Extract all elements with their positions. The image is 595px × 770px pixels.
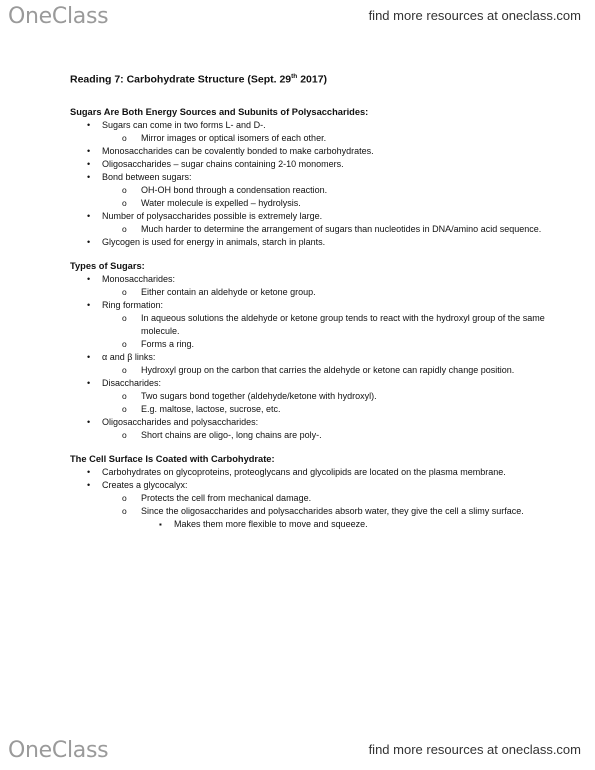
bullet-item-level-1: • Creates a glycocalyx: <box>70 479 550 492</box>
bullet-item-level-1: • Carbohydrates on glycoproteins, proteoglycans and glycolipids are located on the plasma membrane. <box>70 466 550 479</box>
section-heading: Sugars Are Both Energy Sources and Subunits of Polysaccharides: <box>70 106 369 117</box>
bullet-list <box>70 273 550 442</box>
notes-section <box>70 453 550 531</box>
bullet-item-level-1: • Ring formation: <box>70 299 550 312</box>
bullet-item-level-2: o OH-OH bond through a condensation reaction. <box>70 184 550 197</box>
bullet-item-level-2: o In aqueous solutions the aldehyde or ketone group tends to react with the hydroxyl group of the same molecule. <box>70 312 550 338</box>
title-tail: 2017) <box>297 73 328 86</box>
bullet-item-level-2: o Forms a ring. <box>70 338 550 351</box>
bullet-item-level-2: o Water molecule is expelled – hydrolysis. <box>70 197 550 210</box>
bullet-item-level-1: • Sugars can come in two forms L- and D-. <box>70 119 550 132</box>
bullet-item-level-1: • Disaccharides: <box>70 377 550 390</box>
notes-sections <box>70 106 550 531</box>
bullet-item-level-1: • Monosaccharides: <box>70 273 550 286</box>
resources-link[interactable]: find more resources at oneclass.com <box>368 8 581 23</box>
bullet-item-level-2: o Protects the cell from mechanical damage. <box>70 492 550 505</box>
bullet-item-level-1: • Oligosaccharides – sugar chains containing 2-10 monomers. <box>70 158 550 171</box>
notes-section <box>70 106 550 249</box>
bullet-item-level-3: ▪ Makes them more flexible to move and squeeze. <box>70 518 550 531</box>
bullet-item-level-1: • α and β links: <box>70 351 550 364</box>
bullet-list <box>70 466 550 531</box>
bullet-item-level-1: • Oligosaccharides and polysaccharides: <box>70 416 550 429</box>
footer-oneclass-logo[interactable]: OneClass <box>8 738 109 763</box>
page-header <box>0 0 595 34</box>
bullet-item-level-2: o Since the oligosaccharides and polysaccharides absorb water, they give the cell a slimy surface. <box>70 505 550 518</box>
bullet-item-level-2: o Either contain an aldehyde or ketone group. <box>70 286 550 299</box>
section-heading: Types of Sugars: <box>70 260 145 271</box>
bullet-item-level-1: • Bond between sugars: <box>70 171 550 184</box>
bullet-item-level-2: o Two sugars bond together (aldehyde/ketone with hydroxyl). <box>70 390 550 403</box>
bullet-item-level-2: o Hydroxyl group on the carbon that carries the aldehyde or ketone can rapidly change position. <box>70 364 550 377</box>
bullet-item-level-2: o Short chains are oligo-, long chains are poly-. <box>70 429 550 442</box>
bullet-item-level-2: o E.g. maltose, lactose, sucrose, etc. <box>70 403 550 416</box>
footer-resources-link[interactable]: find more resources at oneclass.com <box>368 742 581 757</box>
bullet-item-level-1: • Monosaccharides can be covalently bonded to make carbohydrates. <box>70 145 550 158</box>
title-main: Reading 7: Carbohydrate Structure (Sept. 29 <box>70 73 292 86</box>
notes-section <box>70 260 550 442</box>
oneclass-logo[interactable]: OneClass <box>8 4 109 29</box>
section-heading: The Cell Surface Is Coated with Carbohydrate: <box>70 453 275 464</box>
document-body <box>70 70 550 531</box>
bullet-list <box>70 119 550 249</box>
bullet-item-level-1: • Glycogen is used for energy in animals, starch in plants. <box>70 236 550 249</box>
bullet-item-level-2: o Much harder to determine the arrangement of sugars than nucleotides in DNA/amino acid sequence. <box>70 223 550 236</box>
title-superscript: th <box>291 73 298 80</box>
document-title <box>70 70 550 87</box>
bullet-item-level-2: o Mirror images or optical isomers of each other. <box>70 132 550 145</box>
bullet-item-level-1: • Number of polysaccharides possible is extremely large. <box>70 210 550 223</box>
